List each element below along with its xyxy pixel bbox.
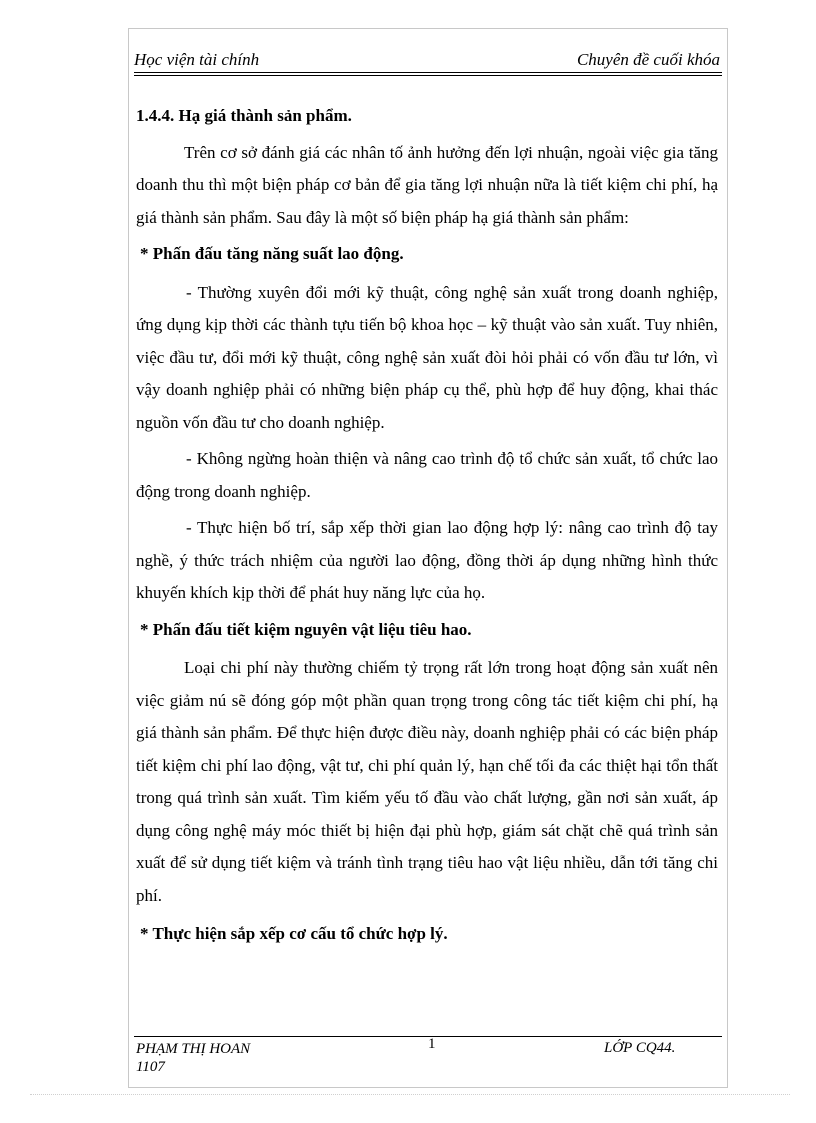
list-item: - Không ngừng hoàn thiện và nâng cao trình độ tổ chức sản xuất, tổ chức lao động trong doanh nghiệp. (136, 449, 718, 501)
subheading-labor-productivity: * Phấn đấu tăng năng suất lao động. (140, 244, 404, 263)
intro-paragraph: Trên cơ sở đánh giá các nhân tố ảnh hưởng đến lợi nhuận, ngoài việc gia tăng doanh thu thì một biện pháp cơ bản để gia tăng lợi nhuận nữa là tiết kiệm chi phí, hạ giá thành sản phẩm. Sau đây là một số biện pháp hạ giá thành sản phẩm: (136, 142, 718, 227)
header-rule (134, 72, 722, 73)
footer-author-name: PHẠM THỊ HOAN (136, 1041, 251, 1057)
page-header (134, 48, 722, 74)
materials-paragraph: Loại chi phí này thường chiếm tỷ trọng rất lớn trong hoạt động sản xuất nên việc giảm nú sẽ đóng góp một phần quan trọng trong công tác tiết kiệm chi phí, hạ giá thành sản phẩm. Để thực hiện được điều này, doanh nghiệp phải có các biện pháp tiết kiệm chi phí lao động, vật tư, chi phí quản lý, hạn chế tối đa các thiệt hại tổn thất trong quá trình sản xuất. Tìm kiếm yếu tố đầu vào chất lượng, gần nơi sản xuất, áp dụng công nghệ máy móc thiết bị hiện đại phù hợp, giám sát chặt chẽ quá trình sản xuất để sử dụng tiết kiệm và tránh tình trạng tiêu hao vật liệu nhiều, dẫn tới tăng chi phí. (136, 658, 718, 905)
list-item: - Thực hiện bố trí, sắp xếp thời gian lao động hợp lý: nâng cao trình độ tay nghề, ý thức trách nhiệm của người lao động, đồng thời áp dụng những hình thức khuyến khích kịp thời để phát huy năng lực của họ. (136, 518, 718, 602)
subheading-materials-saving: * Phấn đấu tiết kiệm nguyên vật liệu tiêu hao. (140, 619, 472, 639)
header-document-type: Chuyên đề cuối khóa (576, 50, 720, 69)
footer-class: LỚP CQ44. (604, 1040, 676, 1056)
section-title: 1.4.4. Hạ giá thành sản phẩm. (136, 106, 352, 125)
page-bottom-dotted-line (30, 1094, 790, 1095)
header-rule-thin (134, 75, 722, 76)
page-number: 1 (428, 1036, 436, 1052)
footer-author (136, 1040, 250, 1076)
body-content (136, 100, 718, 951)
subheading-organization-structure: * Thực hiện sắp xếp cơ cấu tổ chức hợp lý. (140, 924, 448, 943)
header-institution: Học viện tài chính (134, 50, 260, 69)
list-item: - Thường xuyên đổi mới kỹ thuật, công nghệ sản xuất trong doanh nghiệp, ứng dụng kịp thời các thành tựu tiến bộ khoa học – kỹ thuật vào sản xuất. Tuy nhiên, việc đầu tư, đổi mới kỹ thuật, công nghệ sản xuất đòi hỏi phải có vốn đầu tư lớn, vì vậy doanh nghiệp phải có những biện pháp cụ thể, phù hợp để huy động, khai thác nguồn vốn đầu tư cho doanh nghiệp. (136, 282, 718, 432)
footer-author-id: 1107 (136, 1059, 165, 1075)
